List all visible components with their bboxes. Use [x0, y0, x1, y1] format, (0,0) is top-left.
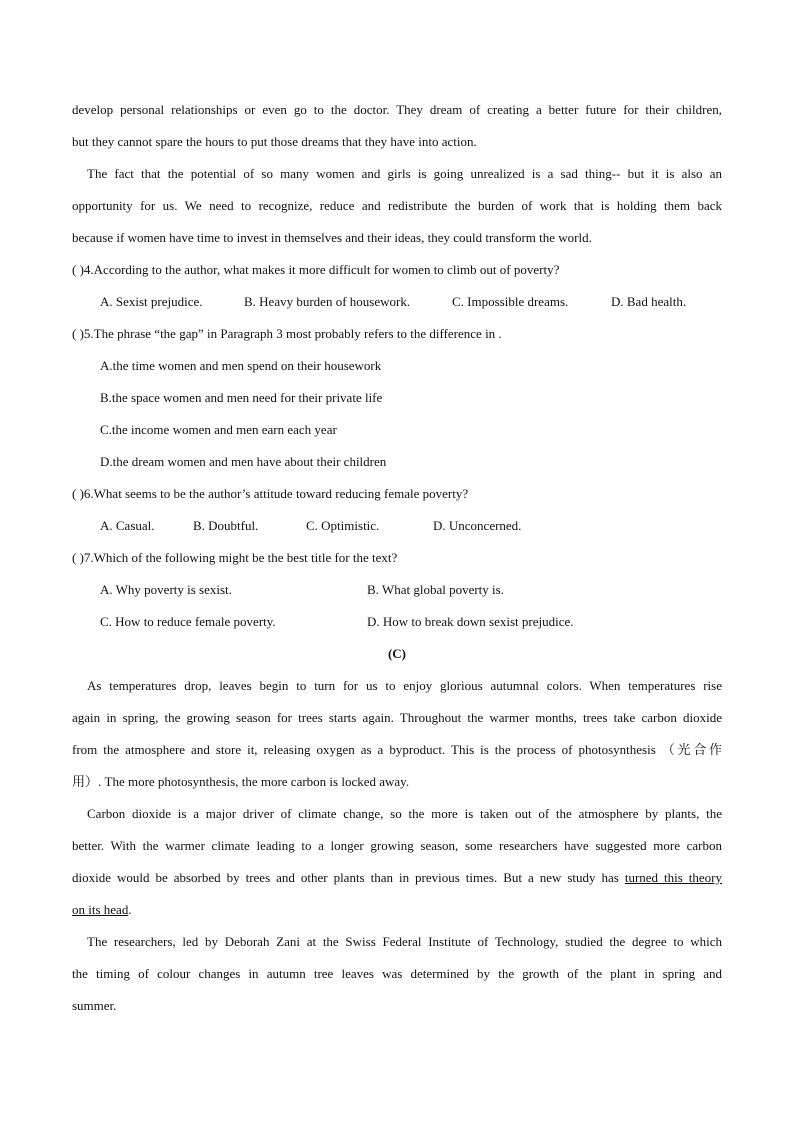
- section-heading: (C): [387, 646, 407, 661]
- passage-text-line: As temperatures drop, leaves begin to turn for us to enjoy glorious autumnal colors. When temperatures rise: [87, 678, 722, 693]
- option-a: A. Casual.: [100, 518, 155, 533]
- option-d: D. Unconcerned.: [433, 518, 522, 533]
- passage-text-line: The fact that the potential of so many women and girls is going unrealized is a sad thing-- but it is also an: [87, 166, 722, 181]
- option-c: C. Impossible dreams.: [452, 294, 569, 309]
- passage-text-segment: .: [128, 902, 132, 917]
- passage-text-line: but they cannot spare the hours to put those dreams that they have into action.: [72, 134, 477, 149]
- passage-text-line: from the atmosphere and store it, releasing oxygen as a byproduct. This is the process of photosynthesis （光合作: [72, 742, 722, 757]
- question-5-stem: ( )5.The phrase “the gap” in Paragraph 3 most probably refers to the difference in .: [72, 326, 502, 341]
- passage-text-line: [72, 894, 722, 926]
- option-b: B.the space women and men need for their private life: [100, 390, 383, 405]
- question-4-options: [72, 286, 722, 318]
- underlined-phrase: on its head: [72, 902, 129, 917]
- option-a: A. Sexist prejudice.: [100, 294, 203, 309]
- question-4-stem: ( )4.According to the author, what makes it more difficult for women to climb out of poverty?: [72, 262, 560, 277]
- passage-text-line: again in spring, the growing season for trees starts again. Throughout the warmer months, trees take carbon dioxide: [72, 710, 722, 725]
- question-6-stem: ( )6.What seems to be the author’s attitude toward reducing female poverty?: [72, 486, 469, 501]
- document-page: [72, 94, 722, 1022]
- option-d: D. How to break down sexist prejudice.: [367, 614, 574, 629]
- option-a: A.the time women and men spend on their housework: [100, 358, 382, 373]
- underlined-phrase: turned this theory: [624, 870, 722, 885]
- passage-text-line: 用）. The more photosynthesis, the more carbon is locked away.: [72, 774, 410, 789]
- option-d: D. Bad health.: [611, 294, 687, 309]
- passage-text-line: [72, 862, 722, 894]
- question-7-options-row1: [72, 574, 722, 606]
- passage-text-line: develop personal relationships or even go to the doctor. They dream of creating a better future for their children,: [72, 102, 722, 117]
- passage-text-line: because if women have time to invest in themselves and their ideas, they could transform the world.: [72, 230, 592, 245]
- passage-text-line: The researchers, led by Deborah Zani at the Swiss Federal Institute of Technology, studied the degree to which: [87, 934, 722, 949]
- option-b: B. Heavy burden of housework.: [244, 294, 411, 309]
- passage-text-line: the timing of colour changes in autumn tree leaves was determined by the growth of the plant in spring and: [72, 966, 722, 981]
- option-c: C. Optimistic.: [306, 518, 380, 533]
- option-b: B. Doubtful.: [193, 518, 259, 533]
- option-a: A. Why poverty is sexist.: [100, 582, 232, 597]
- option-c: C.the income women and men earn each year: [100, 422, 337, 437]
- passage-text-line: Carbon dioxide is a major driver of climate change, so the more is taken out of the atmosphere by plants, the: [87, 806, 722, 821]
- option-c: C. How to reduce female poverty.: [100, 614, 276, 629]
- question-6-options: [72, 510, 722, 542]
- question-7-options-row2: [72, 606, 722, 638]
- passage-text-line: opportunity for us. We need to recognize, reduce and redistribute the burden of work that is holding them back: [72, 198, 722, 213]
- passage-text-line: better. With the warmer climate leading to a longer growing season, some researchers have suggested more carbon: [72, 838, 722, 853]
- question-7-stem: ( )7.Which of the following might be the best title for the text?: [72, 550, 398, 565]
- option-b: B. What global poverty is.: [367, 582, 504, 597]
- passage-text-segment: dioxide would be absorbed by trees and other plants than in previous times. But a new study has: [72, 870, 625, 885]
- passage-text-line: summer.: [72, 998, 117, 1013]
- option-d: D.the dream women and men have about their children: [100, 454, 387, 469]
